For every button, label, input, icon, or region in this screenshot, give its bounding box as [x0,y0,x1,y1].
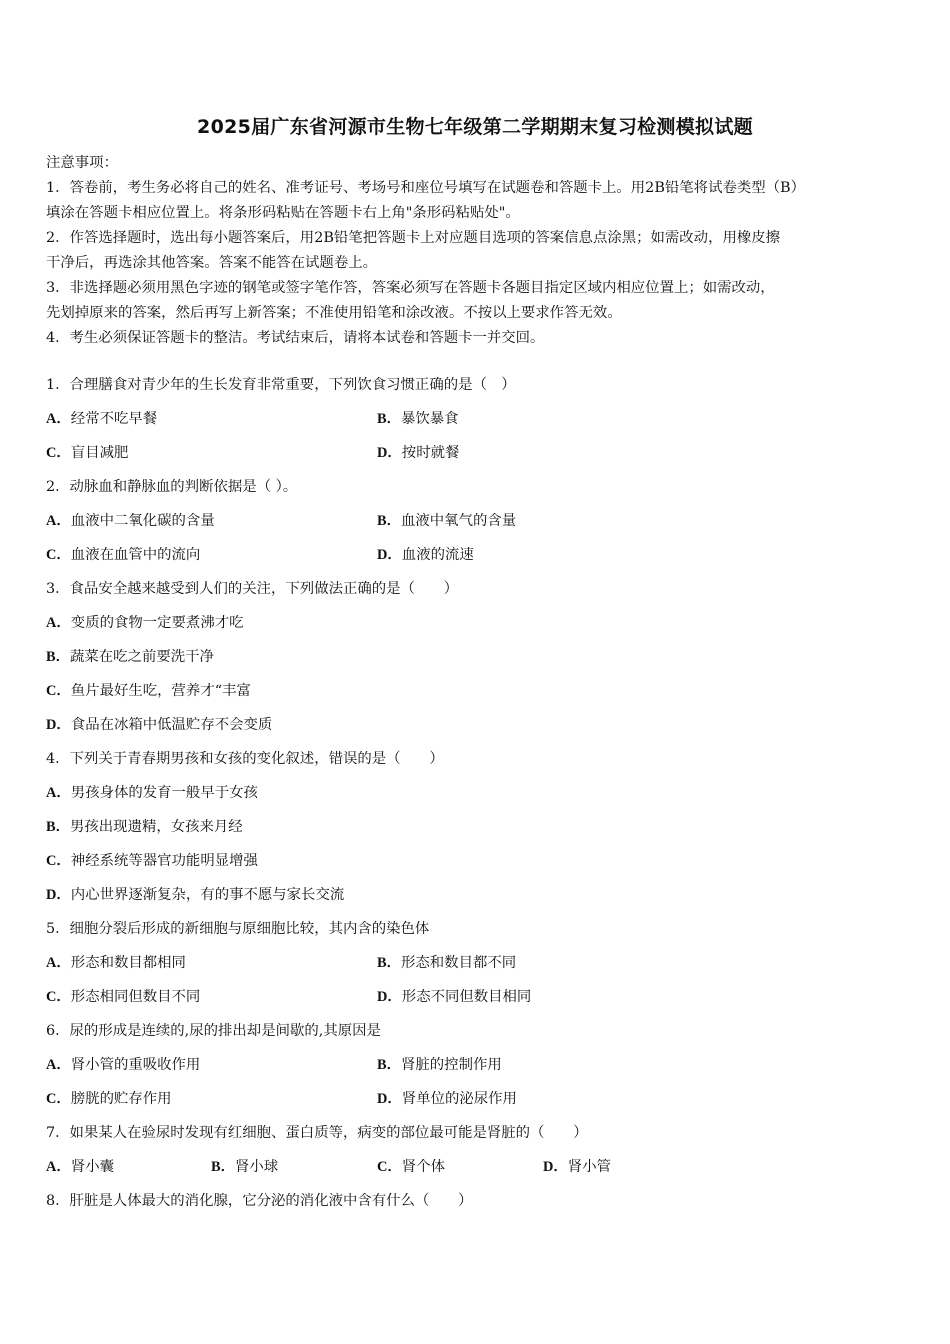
question-1-stem: 1．合理膳食对青少年的生长发育非常重要，下列饮食习惯正确的是（ ） [46,377,516,393]
question-5-option-c: C．形态相同但数目不同 [46,989,201,1005]
question-7-option-b: B．肾小球 [211,1159,279,1175]
question-4-option-a: A．男孩身体的发育一般早于女孩 [46,785,258,801]
question-6-option-b: B．肾脏的控制作用 [377,1057,502,1073]
question-6-option-c: C．膀胱的贮存作用 [46,1091,172,1107]
notes-line: 2．作答选择题时，选出每小题答案后，用2B铅笔把答题卡上对应题目选项的答案信息点涂黑；如需改动，用橡皮擦 [46,230,781,246]
notes-line: 3．非选择题必须用黑色字迹的钢笔或签字笔作答，答案必须写在答题卡各题目指定区域内相应位置上；如需改动， [46,280,775,296]
question-8-stem: 8．肝脏是人体最大的消化腺，它分泌的消化液中含有什么（ ） [46,1193,473,1209]
notes-line: 先划掉原来的答案，然后再写上新答案；不准使用铅笔和涂改液。不按以上要求作答无效。 [46,305,622,321]
question-4-option-c: C．神经系统等器官功能明显增强 [46,853,258,869]
question-7-option-c: C．肾个体 [377,1159,445,1175]
notes-heading: 注意事项： [46,155,118,171]
question-2-stem: 2．动脉血和静脉血的判断依据是（ ）。 [46,479,298,495]
question-5-option-b: B．形态和数目都不同 [377,955,517,971]
question-4-stem: 4．下列关于青春期男孩和女孩的变化叙述，错误的是（ ） [46,751,444,767]
question-3-stem: 3．食品安全越来越受到人们的关注，下列做法正确的是（ ） [46,581,459,597]
notes-line: 1．答卷前，考生务必将自己的姓名、准考证号、考场号和座位号填写在试题卷和答题卡上。用2B铅笔将试卷类型（B） [46,180,805,196]
question-1-option-a: A．经常不吃早餐 [46,411,158,427]
notes-line: 填涂在答题卡相应位置上。将条形码粘贴在答题卡右上角"条形码粘贴处"。 [46,205,520,221]
question-7-option-d: D．肾小管 [543,1159,611,1175]
notes-section [46,151,908,351]
question-6-option-d: D．肾单位的泌尿作用 [377,1091,517,1107]
question-3-option-b: B．蔬菜在吃之前要洗干净 [46,649,214,665]
question-6-option-a: A．肾小管的重吸收作用 [46,1057,201,1073]
question-2-option-c: C．血液在血管中的流向 [46,547,201,563]
question-4-option-d: D．内心世界逐渐复杂，有的事不愿与家长交流 [46,887,345,903]
question-3-option-c: C．鱼片最好生吃，营养才“丰富 [46,683,251,699]
question-2-option-a: A．血液中二氧化碳的含量 [46,513,215,529]
question-2-option-b: B．血液中氧气的含量 [377,513,517,529]
question-4-option-b: B．男孩出现遗精，女孩来月经 [46,819,243,835]
question-1-option-b: B．暴饮暴食 [377,411,459,427]
question-1-option-c: C．盲目减肥 [46,445,129,461]
question-7-option-a: A．肾小囊 [46,1159,114,1175]
question-7-stem: 7．如果某人在验尿时发现有红细胞、蛋白质等，病变的部位最可能是肾脏的（ ） [46,1125,588,1141]
question-5-stem: 5．细胞分裂后形成的新细胞与原细胞比较，其内含的染色体 [46,921,430,937]
exam-title: 2025届广东省河源市生物七年级第二学期期末复习检测模拟试题 [197,116,753,138]
notes-line: 4．考生必须保证答题卡的整洁。考试结束后，请将本试卷和答题卡一并交回。 [46,330,545,346]
question-5-option-d: D．形态不同但数目相同 [377,989,532,1005]
notes-line: 干净后，再选涂其他答案。答案不能答在试题卷上。 [46,255,377,271]
question-6-stem: 6．尿的形成是连续的,尿的排出却是间歇的,其原因是 [46,1023,381,1039]
question-3-option-d: D．食品在冰箱中低温贮存不会变质 [46,717,273,733]
question-1-option-d: D．按时就餐 [377,445,460,461]
question-5-option-a: A．形态和数目都相同 [46,955,186,971]
question-2-option-d: D．血液的流速 [377,547,474,563]
question-3-option-a: A．变质的食物一定要煮沸才吃 [46,615,244,631]
